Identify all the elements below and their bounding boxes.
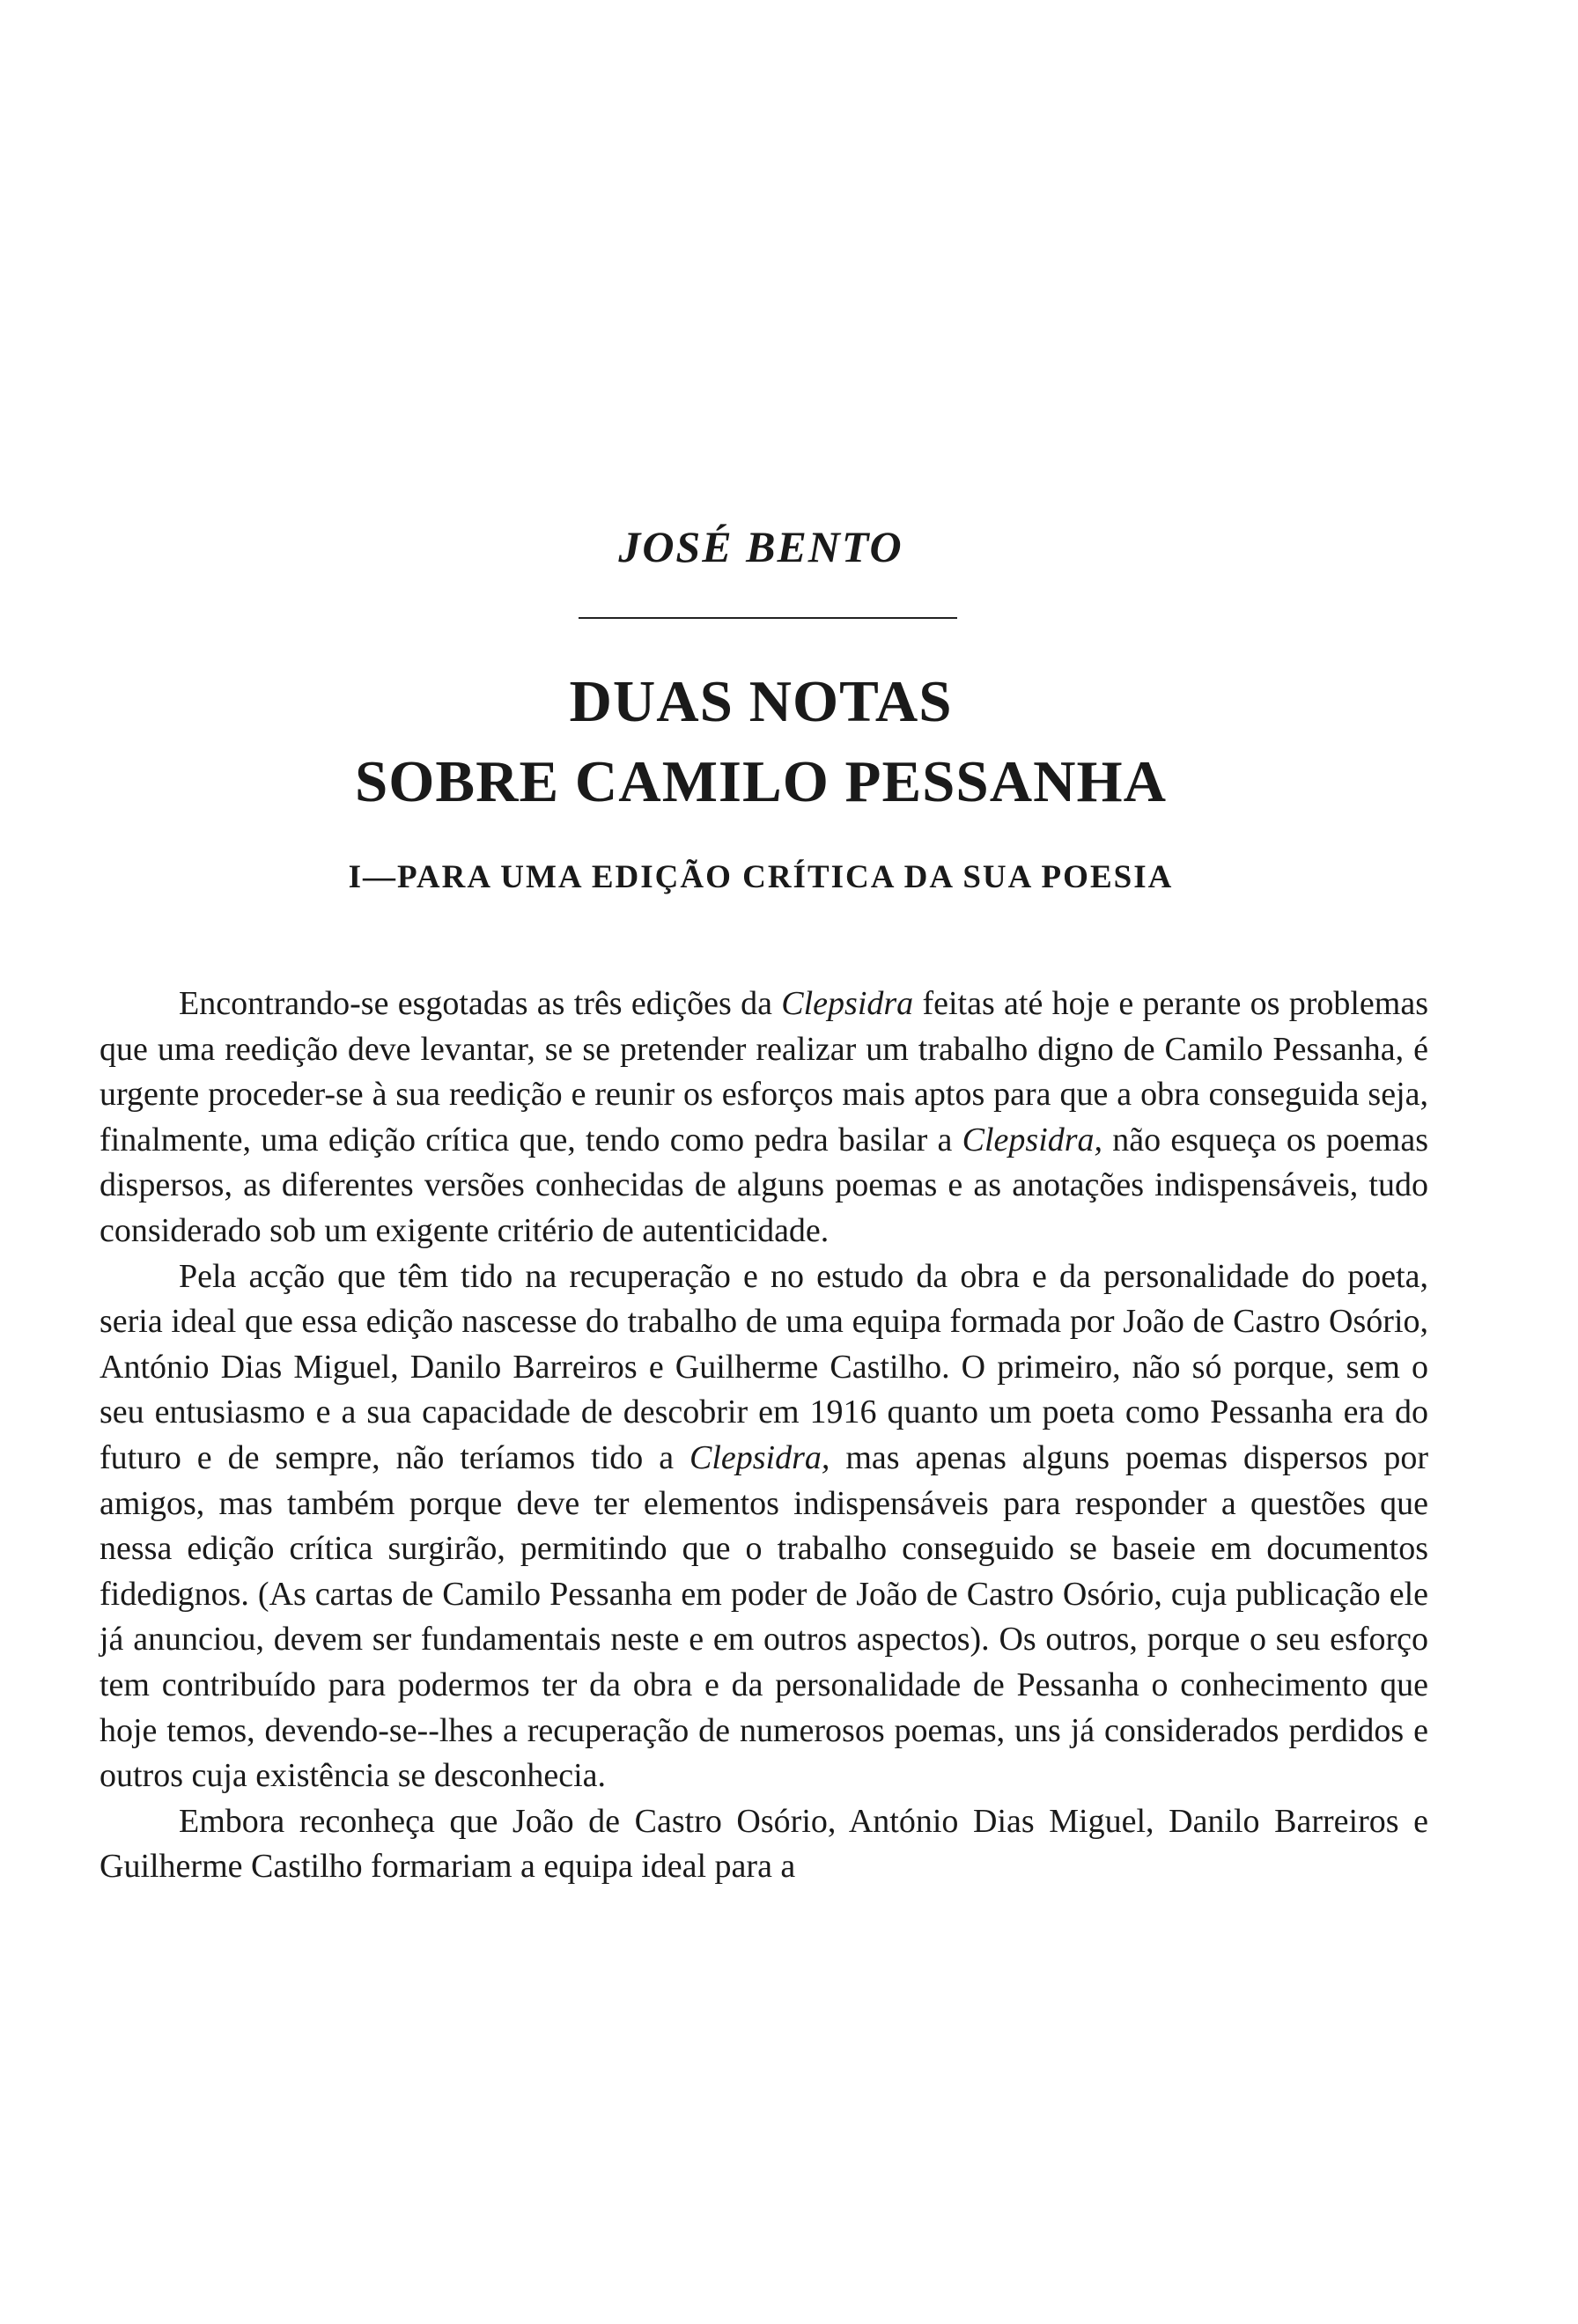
italic-title-ref: Clepsidra [781, 985, 914, 1022]
paragraph-text: feitas até hoje e perante os problemas que uma reedição deve levantar, se se pretender realizar um trabalho digno de Camilo Pessanha, é urgente proceder-se à sua reedição e reunir os esforços mais aptos para que a obra conseguida seja, finalmente, uma edição crítica que, tendo como pedra basilar a [100, 985, 1428, 1158]
paragraph-text: não esqueça os poemas dispersos, as diferentes versões conhecidas de alguns poemas e as anotações indispensáveis, tudo considerado sob um exigente critério de autenticidade. [100, 1121, 1428, 1249]
italic-title-ref: Clepsidra, [962, 1121, 1103, 1158]
body-text [100, 982, 1428, 1890]
paragraph-text: Pela acção que têm tido na recuperação e no estudo da obra e da personalidade do poeta, seria ideal que essa edição nascesse do trabalho de uma equipa formada por João de Castro Osório, António Dias Miguel, Danilo Barreiros e Guilherme Castilho. O primeiro, não só porque, sem o seu entusiasmo e a sua capacidade de descobrir em 1916 quanto um poeta como Pessanha era do futuro e de sempre, não teríamos tido a [100, 1257, 1428, 1476]
paragraph-text: Embora reconheça que João de Castro Osório, António Dias Miguel, Danilo Barreiros e Guilherme Castilho formariam a equipa ideal para a [100, 1802, 1428, 1886]
author-name: JOSÉ BENTO [618, 522, 903, 571]
article-title [0, 662, 1522, 822]
title-line-1: DUAS NOTAS [569, 669, 953, 734]
italic-title-ref: Clepsidra, [689, 1438, 830, 1476]
paragraph-text: Encontrando-se esgotadas as três edições da [179, 985, 782, 1022]
title-line-2: SOBRE CAMILO PESSANHA [355, 749, 1167, 814]
title-divider [579, 617, 957, 619]
section-heading: I—PARA UMA EDIÇÃO CRÍTICA DA SUA POESIA [348, 859, 1174, 895]
body-paragraph [100, 1254, 1428, 1799]
body-paragraph [100, 982, 1428, 1254]
paragraph-text: mas apenas alguns poemas dispersos por amigos, mas também porque deve ter elementos indispensáveis para responder a questões que nessa edição crítica surgirão, permitindo que o trabalho conseguido se baseie em documentos fidedignos. (As cartas de Camilo Pessanha em poder de João de Castro Osório, cuja publicação ele já anunciou, devem ser fundamentais neste e em outros aspectos). Os outros, porque o seu esforço tem contribuído para podermos ter da obra e da personalidade de Pessanha o conhecimento que hoje temos, devendo-se--lhes a recuperação de numerosos poemas, uns já considerados perdidos e outros cuja existência se desconhecia. [100, 1438, 1428, 1795]
body-paragraph [100, 1799, 1428, 1890]
